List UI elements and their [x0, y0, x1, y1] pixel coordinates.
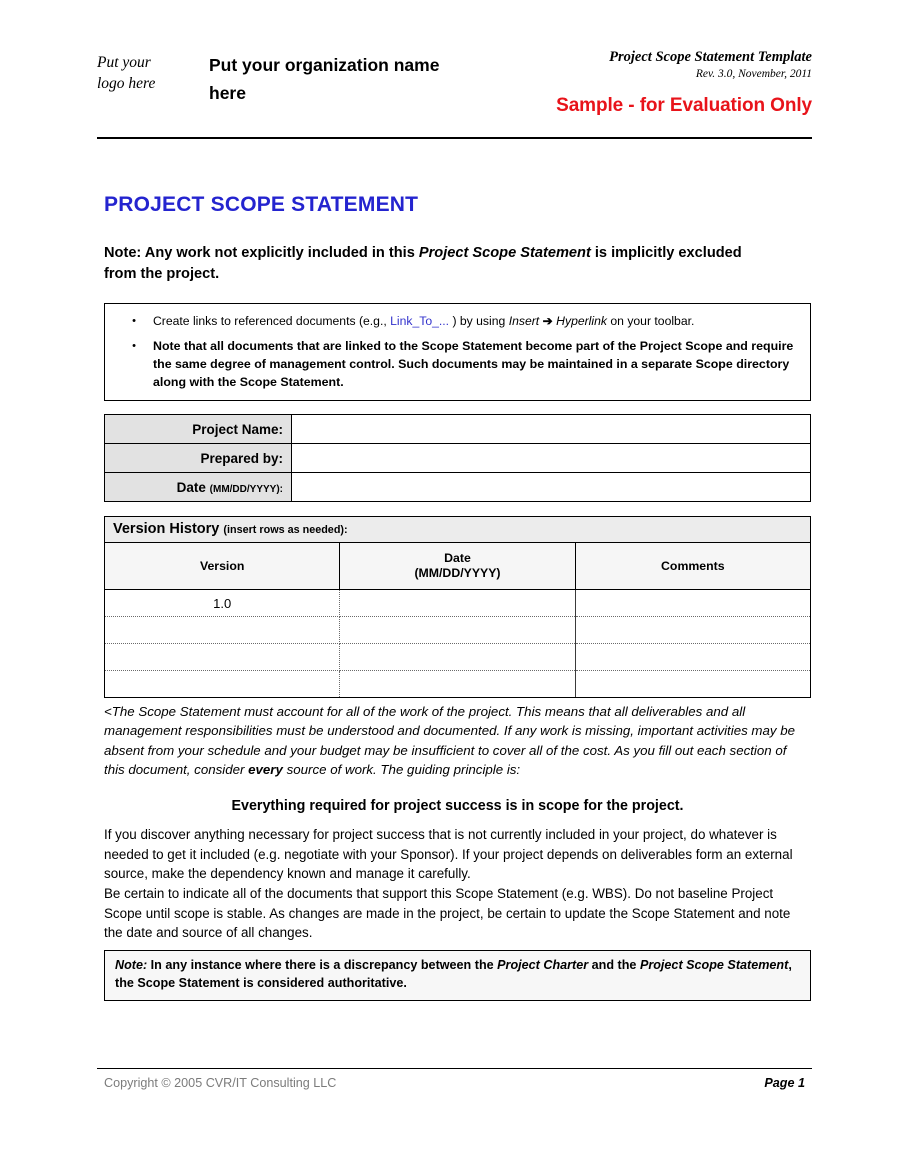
bullet-point-icon: •: [132, 340, 136, 353]
menu-insert-label: Insert: [508, 314, 540, 328]
table-row: [105, 644, 811, 671]
scope-note-emphasis: Project Scope Statement: [418, 245, 591, 261]
scope-note-suffix: is implicitly excluded from the project.: [104, 245, 742, 283]
body-paragraph-1: If you discover anything necessary for project success that is not currently included in your project, do whatever is needed to get it included (e.g. negotiate with your Sponsor). If your project depends on deliverables form an external source, make the dependency known and manage it carefully.: [104, 827, 793, 882]
table-row: [105, 590, 811, 617]
instruction-1-part-2: ) by using: [449, 314, 509, 328]
scope-note-statement: [104, 243, 764, 285]
version-cell[interactable]: 1.0: [105, 590, 340, 617]
comments-cell[interactable]: [575, 590, 810, 617]
prepared-by-label: [105, 444, 292, 473]
version-history-table: [104, 516, 811, 698]
right-arrow-icon: ➔: [542, 314, 553, 328]
comments-cell[interactable]: [575, 671, 810, 698]
header-right-block: [472, 48, 812, 117]
comments-cell[interactable]: [575, 617, 810, 644]
guidance-emphasis: every: [248, 762, 283, 778]
instruction-1-part-1: Create links to referenced documents (e.g.,: [153, 314, 391, 328]
menu-hyperlink-label: Hyperlink: [556, 314, 607, 328]
guidance-part-1: <The Scope Statement must account for all of the work of the project. This means that all deliverables and all management responsibilities must be understood and documented. If any work is missing, important activities may be absent from your schedule and your budget may be insufficient to cover all of the cost. As you fill out each section of this document, consider: [104, 704, 796, 778]
date-cell[interactable]: [340, 644, 575, 671]
guiding-principle: Everything required for project success is in scope for the project.: [231, 798, 684, 814]
version-history-caption-main: Version History: [113, 521, 224, 537]
final-note-part-3: , the Scope Statement is considered authoritative.: [115, 958, 792, 990]
template-title: Project Scope Statement Template: [609, 49, 812, 65]
instructions-box: [104, 303, 811, 401]
project-name-field[interactable]: [292, 415, 811, 444]
column-header-date-line2: (MM/DD/YYYY): [414, 566, 501, 580]
column-header-date-line1: Date: [444, 551, 471, 565]
revision-label: Rev. 3.0, November, 2011: [695, 68, 812, 81]
date-field[interactable]: [292, 473, 811, 502]
guidance-paragraph: [104, 702, 804, 780]
page-header: [97, 48, 812, 136]
instruction-text-1: [153, 313, 798, 330]
date-label: [105, 473, 292, 502]
instruction-text-2: Note that all documents that are linked to the Scope Statement become part of the Project Scope and require the same degree of management control. Such documents may be maintained in a separate Scope directory along with the Scope Statement.: [153, 339, 794, 389]
column-header-version: Version: [105, 543, 340, 590]
prepared-by-label-text: Prepared by:: [200, 450, 283, 466]
authoritative-note-box: [104, 950, 811, 1001]
table-row: [105, 444, 811, 473]
comments-cell[interactable]: [575, 644, 810, 671]
link-to-hyperlink[interactable]: Link_To_...: [390, 314, 450, 328]
version-history-caption: [105, 517, 811, 543]
instruction-item-1: [115, 313, 798, 330]
project-info-table: [104, 414, 811, 502]
table-row: [105, 473, 811, 502]
logo-placeholder-line1: Put your: [97, 54, 151, 71]
prepared-by-field[interactable]: [292, 444, 811, 473]
scope-note-prefix: Note: Any work not explicitly included in this: [104, 245, 419, 261]
date-format-hint: (MM/DD/YYYY):: [209, 483, 283, 495]
table-row: [105, 415, 811, 444]
project-scope-statement-reference: Project Scope Statement: [639, 958, 789, 972]
column-header-comments: Comments: [575, 543, 810, 590]
final-note-part-1: In any instance where there is a discrepancy between the: [147, 958, 498, 972]
guidance-part-2: source of work. The guiding principle is:: [282, 762, 521, 778]
page-title: PROJECT SCOPE STATEMENT: [104, 193, 419, 216]
version-history-caption-row: [105, 517, 811, 543]
instruction-1-part-3: on your toolbar.: [606, 314, 695, 328]
date-label-text: Date: [176, 479, 210, 495]
header-divider: [97, 137, 812, 139]
version-cell[interactable]: [105, 617, 340, 644]
date-cell[interactable]: [340, 671, 575, 698]
organization-name-placeholder: Put your organization name here: [209, 55, 440, 104]
copyright-notice: Copyright © 2005 CVR/IT Consulting LLC: [104, 1076, 337, 1090]
final-note-part-2: and the: [588, 958, 640, 972]
date-cell[interactable]: [340, 590, 575, 617]
project-charter-reference: Project Charter: [497, 958, 589, 972]
version-history-header-row: [105, 543, 811, 590]
final-note-label: Note:: [115, 958, 148, 972]
version-cell[interactable]: [105, 671, 340, 698]
version-cell[interactable]: [105, 644, 340, 671]
project-name-label: [105, 415, 292, 444]
bullet-point-icon: •: [132, 315, 136, 327]
table-row: [105, 617, 811, 644]
instruction-item-2: [115, 338, 798, 391]
column-header-date: [340, 543, 575, 590]
logo-placeholder-line2: logo here: [97, 74, 156, 92]
footer-divider: [97, 1068, 812, 1069]
page-number: Page 1: [764, 1076, 805, 1090]
version-history-caption-hint: (insert rows as needed):: [223, 524, 348, 536]
table-row: [105, 671, 811, 698]
date-cell[interactable]: [340, 617, 575, 644]
body-paragraph-2: Be certain to indicate all of the documents that support this Scope Statement (e.g. WBS). Do not baseline Project Scope until scope is stable. As changes are made in the project, be certain to update the Scope Statement and note the date and source of all changes.: [104, 886, 791, 941]
project-name-label-text: Project Name:: [192, 421, 283, 437]
sample-notice: Sample - for Evaluation Only: [556, 94, 812, 116]
logo-placeholder: [97, 53, 189, 95]
